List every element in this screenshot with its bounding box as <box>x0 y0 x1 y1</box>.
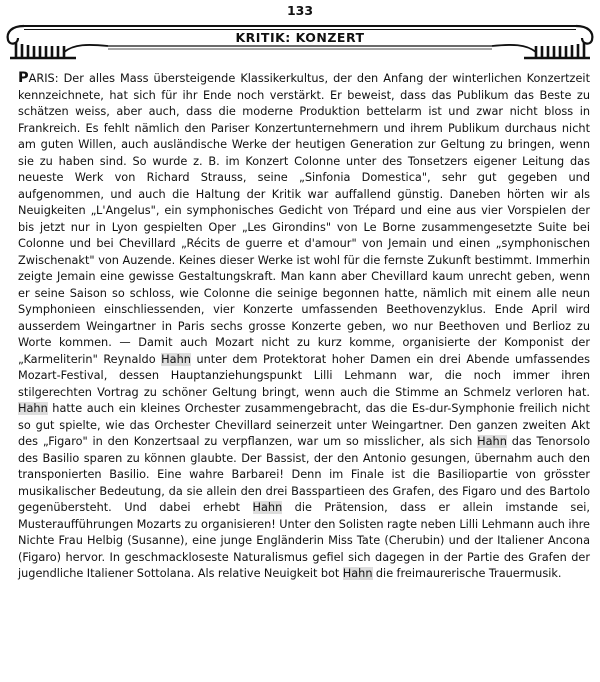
highlighted-term: Hahn <box>342 567 373 580</box>
header-ornament <box>4 24 596 60</box>
highlighted-term: Hahn <box>477 435 507 448</box>
highlighted-term: Hahn <box>252 501 283 514</box>
highlighted-term: Hahn <box>161 352 191 366</box>
article-body <box>18 70 590 583</box>
page-number: 133 <box>286 3 314 18</box>
text-segment: die Prätension, dass er allein imstande sei, Musteraufführungen Mozarts zu organisieren! Unter den Solisten ragte neben Lilli Lehmann auch ihre Nichte Frau Helbig (Susanne), eine junge Engländerin Miss Tate (Cherubin) und der Italiener Ancona (Figaro) hervor. In geschmackloseste Naturalismus gefiel sich dagegen in der Partie des Grafen der jugendliche Italiener Sottolana. Als relative Neuigkeit bot <box>18 501 590 580</box>
drop-initial: P <box>18 70 29 86</box>
section-title: KRITIK: KONZERT <box>235 30 365 45</box>
highlighted-term: Hahn <box>18 402 48 415</box>
text-segment: hatte auch ein kleines Orchester zusammengebracht, das die Es-dur-Symphonie freilich nicht so gut spielte, wie das Orchester Chevillard seinerzeit unter Weingartner. Den ganzen zweiten Akt des „Figaro" in den Konzertsaal zu verpflanzen, war um so misslicher, als sich <box>18 402 590 448</box>
text-segment: ARIS: Der alles Mass übersteigende Klassikerkultus, der den Anfang der winterlichen Konzertzeit kennzeichnete, hat sich für ihr Ende noch verstärkt. Er beweist, dass das Publikum das Beste zu schätzen weiss, aber auch, dass die moderne Produktion bettelarm ist und zwar nicht bloss in Frankreich. Es fehlt nämlich den Pariser Konzertunternehmern und ihrem Publikum durchaus nicht am guten Willen, auch ausländische Werke der heutigen Generation zur Geltung zu bringen, wenn sie zu haben sind. So wurde z. B. im Konzert Colonne unter des Tonsetzers eigener Leitung das neueste Werk von Richard Strauss, seine „Sinfonia Domestica", sehr gut gegeben und aufgenommen, und auch die Haltung der Kritik war auffallend günstig. Daneben hörten wir als Neuigkeiten „L'Angelus", ein symphonisches Gedicht von Trépard und eine aus vier Vorspielen der bis jetzt nur in Lyon gespielten Oper „Les Girondins" von Le Borne zusammengesetzte Suite bei Colonne und bei Chevillard „Récits de guerre et d'amour" von Jemain und einen „symphonischen Zwischenakt" von Auzende. Keines dieser Werke ist wohl für die fernste Zukunft bestimmt. Immerhin zeigte Jemain eine gewisse Gestaltungskraft. Man kann aber Chevillard kaum unrecht geben, wenn er seine Saison so schloss, wie Colonne die seinige begonnen hatte, nämlich mit einem alle neun Symphonieen einschliessenden, vier Konzerte umfassenden Beethovenzyklus. Ende April wird ausserdem Weingartner in Paris sechs grosse Konzerte geben, wo nur Beethoven und Berlioz zu Worte kommen. — Damit auch Mozart nicht zu kurz komme, organisierte der Komponist der „Karmeliterin" Reynaldo <box>18 72 590 366</box>
text-segment: unter dem Protektorat hoher Damen ein drei Abende umfassendes Mozart-Festival, dessen Hauptanziehungspunkt Lilli Lehmann war, die noch immer ihren stilgerechten Vortrag zu schöner Geltung bringt, wenn auch die Stimme an Schmelz verloren hat. <box>18 352 591 399</box>
text-segment: die freimaurerische Trauermusik. <box>372 567 562 580</box>
text-segment: das Tenorsolo des Basilio sparen zu können glaubte. Der Bassist, der den Antonio gesungen, übernahm auch den transponierten Basilio. Eine wahre Barbarei! Denn im Finale ist die Basiliopartie von grösster musikalischer Bedeutung, da sie allein den drei Basspartieen des Grafen, des Figaro und des Bartolo gegenübersteht. Und dabei erhebt <box>18 435 590 514</box>
